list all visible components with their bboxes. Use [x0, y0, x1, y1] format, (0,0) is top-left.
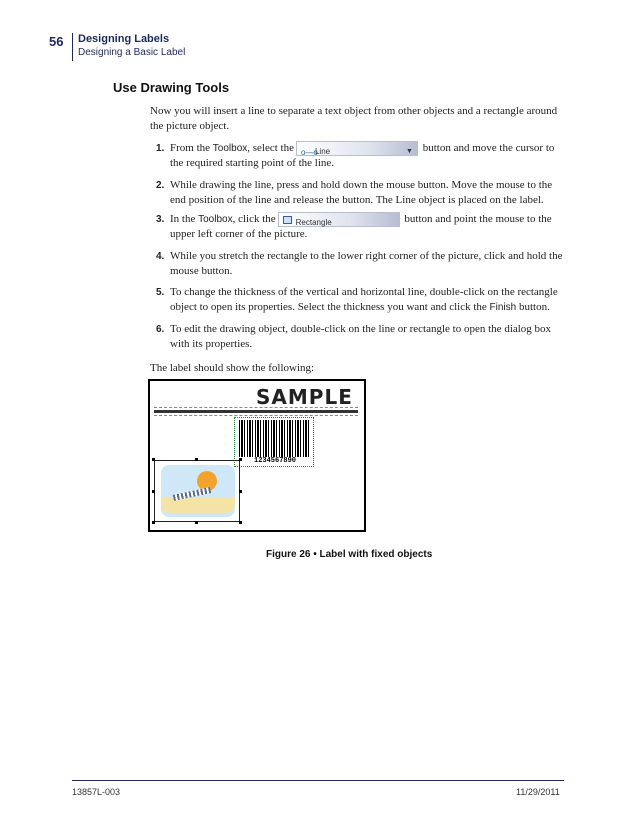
figure-caption: Figure 26 • Label with fixed objects: [266, 549, 433, 560]
step-text: To edit the drawing object, double-click on the line or rectangle to open the dialog box with its properties.: [170, 323, 552, 350]
header-divider: [72, 33, 73, 61]
picture-sand: [161, 497, 235, 513]
step-number: 6.: [156, 324, 165, 335]
step-6: [156, 322, 566, 352]
barcode-object: [234, 417, 314, 467]
step-text: While you stretch the rectangle to the lower right corner of the picture, click and hold the mouse button.: [170, 250, 563, 277]
chapter-title: Designing Labels: [78, 33, 170, 45]
label-preview-figure: [148, 379, 366, 532]
line-tool-icon: o—o: [300, 148, 318, 157]
step-text: While drawing the line, press and hold down the mouse button. Move the mouse to the end position of the line and release the button. The Line object is placed on the label.: [170, 179, 553, 206]
step-text: , click the: [232, 213, 276, 226]
step-2: [156, 178, 566, 208]
step-text: button.: [516, 301, 550, 313]
rectangle-tool-button[interactable]: [278, 212, 400, 227]
step-text: button and point the mouse to the upper left corner of the picture.: [170, 213, 552, 241]
document-date: 11/29/2011: [516, 787, 560, 797]
line-tool-label: Line: [314, 147, 331, 156]
step-text: button and move the cursor to the required starting point of the line.: [170, 142, 555, 170]
step-text: , select the: [247, 142, 294, 155]
resize-handle[interactable]: [152, 521, 155, 524]
barcode-number: 1234567890: [254, 457, 297, 465]
step-text: To change the thickness of the vertical and horizontal line, double-click on the rectangle object to open its properties. Select the thickness you want and click the: [170, 286, 558, 313]
ui-term-toolbox: Toolbox: [198, 214, 233, 226]
step-number: 4.: [156, 251, 165, 262]
footer-divider: [72, 780, 564, 781]
document-id: 13857L-003: [72, 787, 121, 797]
drawn-line-object: [154, 410, 358, 413]
barcode-bars: [239, 420, 311, 457]
ui-term-finish: Finish: [489, 302, 517, 313]
resize-handle[interactable]: [152, 490, 155, 493]
section-subtitle: Designing a Basic Label: [78, 47, 186, 58]
resize-handle[interactable]: [239, 458, 242, 461]
resize-handle[interactable]: [195, 521, 198, 524]
page-number: 56: [49, 34, 64, 49]
rectangle-tool-label: Rectangle: [295, 218, 332, 227]
step-1: [156, 141, 566, 171]
step-3: [156, 212, 566, 242]
label-intro: The label should show the following:: [150, 362, 315, 374]
chevron-down-icon: ▼: [406, 148, 413, 155]
resize-handle[interactable]: [152, 458, 155, 461]
step-number: 5.: [156, 287, 165, 298]
step-text: In the: [170, 213, 199, 226]
step-number: 1.: [156, 143, 165, 154]
resize-handle[interactable]: [239, 521, 242, 524]
rectangle-tool-icon: [283, 216, 292, 224]
step-text: From the: [170, 142, 213, 155]
resize-handle[interactable]: [239, 490, 242, 493]
line-tool-button[interactable]: [296, 141, 418, 156]
section-heading: Use Drawing Tools: [113, 80, 230, 95]
step-5: [156, 285, 566, 315]
intro-paragraph: Now you will insert a line to separate a text object from other objects and a rectangle around the picture object.: [150, 105, 558, 132]
step-number: 2.: [156, 180, 165, 191]
ui-term-toolbox: Toolbox: [212, 143, 248, 155]
sample-text-object: SAMPLE: [256, 385, 353, 409]
step-4: [156, 249, 566, 279]
resize-handle[interactable]: [195, 458, 198, 461]
picture-rectangle-object: [154, 460, 240, 522]
step-number: 3.: [156, 214, 165, 225]
